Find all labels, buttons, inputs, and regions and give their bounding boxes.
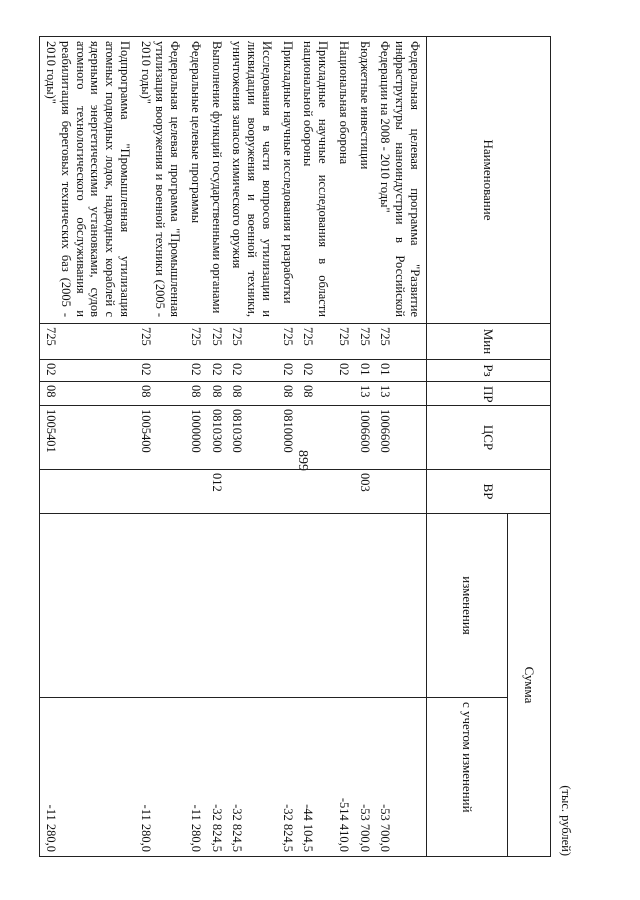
row-vr: [375, 470, 427, 514]
row-csr: 0810300: [206, 406, 227, 470]
row-total: -32 824,5: [227, 698, 277, 857]
table-row: [135, 37, 185, 857]
row-vr: [185, 470, 206, 514]
row-total: -32 824,5: [206, 698, 227, 857]
row-total: -44 104,5: [298, 698, 334, 857]
row-vr: [135, 470, 185, 514]
row-rz: 02: [185, 360, 206, 382]
row-name: Федеральные целевые программы: [185, 37, 206, 324]
row-rz: 02: [227, 360, 277, 382]
row-rz: 02: [135, 360, 185, 382]
row-vr: [333, 470, 354, 514]
row-csr: 0810300: [227, 406, 277, 470]
row-total: -514 410,0: [333, 698, 354, 857]
row-changes: [333, 514, 354, 698]
row-changes: [40, 514, 135, 698]
row-vr: 012: [206, 470, 227, 514]
row-pr: 08: [277, 382, 298, 406]
row-rz: 02: [206, 360, 227, 382]
row-pr: 08: [185, 382, 206, 406]
row-min: 725: [135, 324, 185, 360]
row-changes: [375, 514, 427, 698]
row-name: Исследования в части вопросов утилизации и ликвидации вооружения и военной техники, уничтожения запасов химического оружия: [227, 37, 277, 324]
row-rz: 01: [354, 360, 375, 382]
row-changes: [206, 514, 227, 698]
row-vr: [277, 470, 298, 514]
row-rz: 02: [40, 360, 135, 382]
row-min: 725: [277, 324, 298, 360]
row-rz: 02: [333, 360, 354, 382]
table-row: [206, 37, 227, 857]
row-pr: 08: [135, 382, 185, 406]
row-total: -11 280,0: [135, 698, 185, 857]
row-changes: [185, 514, 206, 698]
row-pr: 13: [375, 382, 427, 406]
units-note: (тыс. рублей): [559, 785, 573, 856]
header-csr: ЦСР: [427, 406, 551, 470]
row-csr: [333, 406, 354, 470]
header-name: Наименование: [427, 37, 551, 324]
row-name: Выполнение функций государственными органами: [206, 37, 227, 324]
header-sum: Сумма: [508, 514, 551, 857]
row-min: 725: [333, 324, 354, 360]
row-min: 725: [298, 324, 334, 360]
row-pr: 08: [227, 382, 277, 406]
row-min: 725: [40, 324, 135, 360]
row-name: Подпрограмма "Промышленная утилизация атомных подводных лодок, надводных кораблей с ядерными энергетическими установками, судов атомного технологического обслуживания и реабилитация береговых технических баз (2005 - 2010 годы)": [40, 37, 135, 324]
table-row: [375, 37, 427, 857]
row-total: -53 700,0: [354, 698, 375, 857]
row-csr: 0810000: [277, 406, 298, 470]
row-total: -32 824,5: [277, 698, 298, 857]
table-row: [185, 37, 206, 857]
row-rz: 02: [277, 360, 298, 382]
row-changes: [354, 514, 375, 698]
header-min: Мин: [427, 324, 551, 360]
row-csr: 1006600: [375, 406, 427, 470]
row-rz: 02: [298, 360, 334, 382]
row-csr: 1005401: [40, 406, 135, 470]
header-changes: изменения: [427, 514, 508, 698]
row-csr: 1006600: [354, 406, 375, 470]
row-name: Национальная оборона: [333, 37, 354, 324]
table-row: [277, 37, 298, 857]
row-pr: 08: [206, 382, 227, 406]
row-min: 725: [227, 324, 277, 360]
header-vr: ВР: [427, 470, 551, 514]
row-name: Бюджетные инвестиции: [354, 37, 375, 324]
row-min: 725: [354, 324, 375, 360]
row-name: Федеральная целевая программа "Промышленная утилизация вооружения и военной техники (2005 - 2010 годы)": [135, 37, 185, 324]
row-vr: [298, 470, 334, 514]
row-name: Федеральная целевая программа "Развитие инфраструктуры наноиндустрии в Российской Федерации на 2008 - 2010 годы": [375, 37, 427, 324]
row-min: 725: [375, 324, 427, 360]
rotated-page: [44, 36, 573, 856]
budget-table: [40, 36, 552, 857]
row-csr: [298, 406, 334, 470]
row-total: -53 700,0: [375, 698, 427, 857]
row-rz: 01: [375, 360, 427, 382]
row-pr: 08: [40, 382, 135, 406]
row-pr: 13: [354, 382, 375, 406]
row-min: 725: [206, 324, 227, 360]
row-name: Прикладные научные исследования и разработки: [277, 37, 298, 324]
table-row: [333, 37, 354, 857]
row-total: -11 280,0: [185, 698, 206, 857]
row-changes: [277, 514, 298, 698]
header-rz: Рз: [427, 360, 551, 382]
row-changes: [135, 514, 185, 698]
row-csr: 1000000: [185, 406, 206, 470]
row-name: Прикладные научные исследования в области национальной обороны: [298, 37, 334, 324]
row-changes: [298, 514, 334, 698]
row-min: 725: [185, 324, 206, 360]
row-pr: 08: [298, 382, 334, 406]
table-row: [298, 37, 334, 857]
page-number: 899: [295, 450, 310, 471]
row-vr: 003: [354, 470, 375, 514]
row-changes: [227, 514, 277, 698]
header-with-changes: с учетом изменений: [427, 698, 508, 857]
table-row: [354, 37, 375, 857]
row-vr: [40, 470, 135, 514]
header-pr: ПР: [427, 382, 551, 406]
row-vr: [227, 470, 277, 514]
row-total: -11 280,0: [40, 698, 135, 857]
table-row: [227, 37, 277, 857]
table-row: [40, 37, 135, 857]
row-pr: [333, 382, 354, 406]
row-csr: 1005400: [135, 406, 185, 470]
